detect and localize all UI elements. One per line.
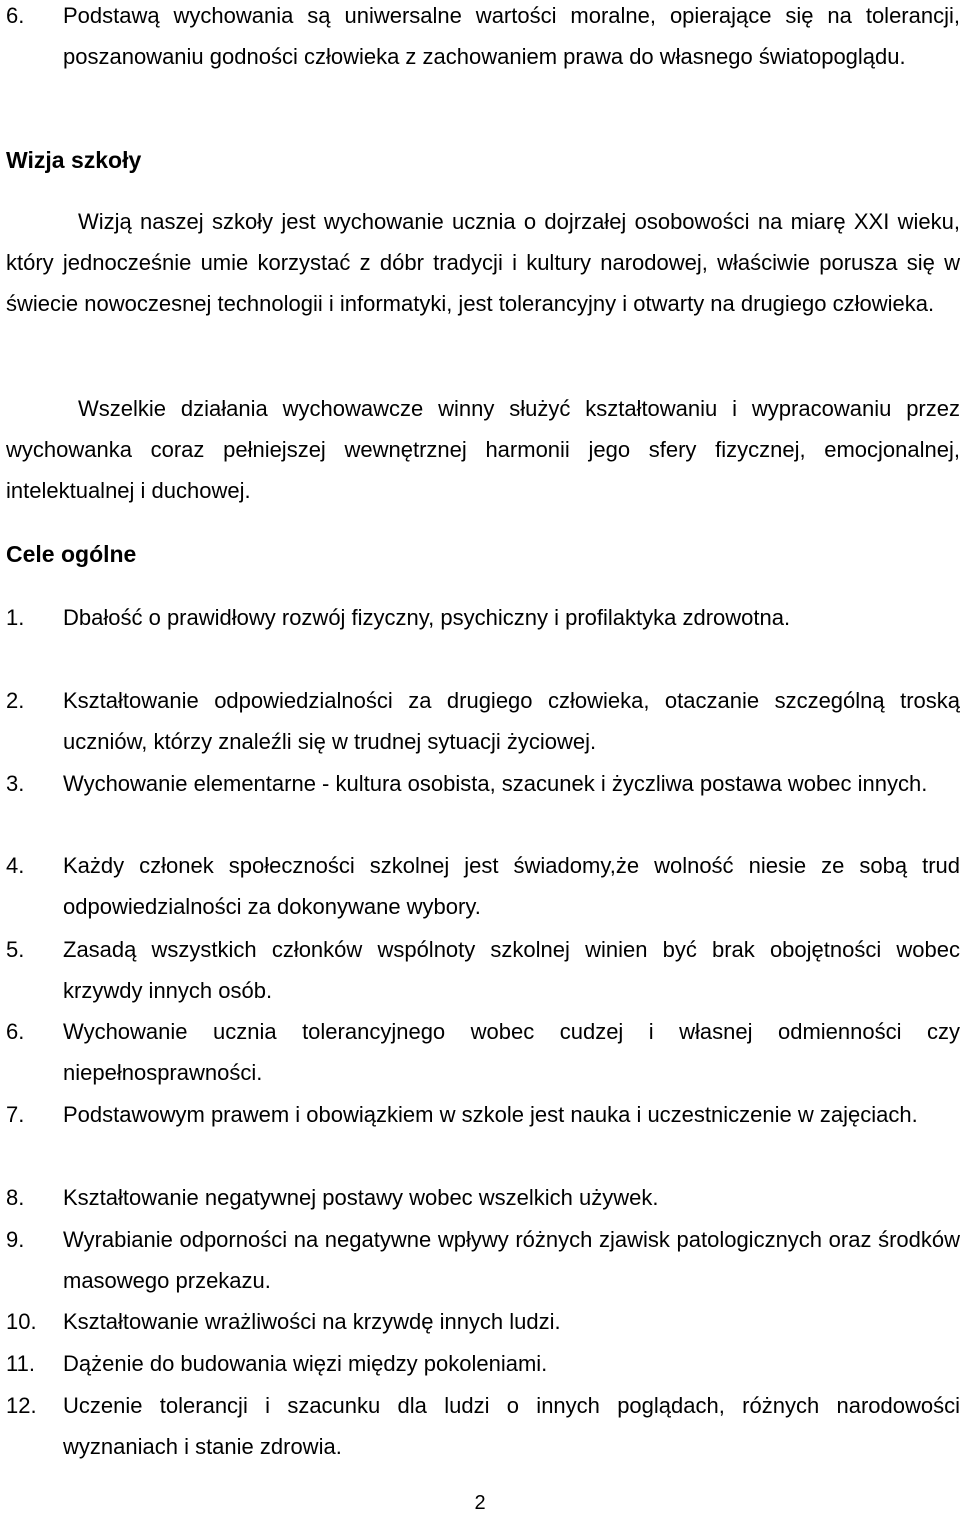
list-text: Wychowanie elementarne - kultura osobista, szacunek i życzliwa postawa wobec innych.	[63, 771, 928, 796]
section-heading-vision: Wizja szkoły	[6, 147, 142, 173]
list-number: 3.	[6, 771, 25, 796]
list-text: Kształtowanie odpowiedzialności za drugiego człowieka, otaczanie szczególną troską uczniów, którzy znaleźli się w trudnej sytuacji życiowej.	[63, 688, 960, 754]
list-text: Wychowanie ucznia tolerancyjnego wobec cudzej i własnej odmienności czy niepełnosprawności.	[63, 1019, 960, 1085]
list-text: Podstawowym prawem i obowiązkiem w szkole jest nauka i uczestniczenie w zajęciach.	[63, 1102, 918, 1127]
vision-paragraph-1: Wizją naszej szkoły jest wychowanie ucznia o dojrzałej osobowości na miarę XXI wieku, który jednocześnie umie korzystać z dóbr tradycji i kultury narodowej, właściwie porusza się w świecie nowoczesnej technologii i informatyki, jest tolerancyjny i otwarty na drugiego człowieka.	[6, 209, 960, 316]
list-item	[6, 680, 960, 762]
list-item	[6, 597, 960, 638]
list-number: 7.	[6, 1102, 25, 1127]
list-item	[6, 1301, 960, 1342]
list-number: 5.	[6, 937, 25, 962]
page-number: 2	[474, 1492, 486, 1514]
list-text: Uczenie tolerancji i szacunku dla ludzi o innych poglądach, różnych narodowości wyznaniach i stanie zdrowia.	[63, 1393, 960, 1459]
list-number: 2.	[6, 688, 25, 713]
list-number: 6.	[6, 1019, 25, 1044]
list-number: 9.	[6, 1227, 25, 1252]
vision-paragraph-2: Wszelkie działania wychowawcze winny służyć kształtowaniu i wypracowaniu przez wychowanka coraz pełniejszej wewnętrznej harmonii jego sfery fizycznej, emocjonalnej, intelektualnej i duchowej.	[6, 396, 960, 503]
list-text: Kształtowanie negatywnej postawy wobec wszelkich używek.	[63, 1185, 659, 1210]
list-item	[6, 1177, 960, 1218]
list-number: 4.	[6, 853, 25, 878]
list-item	[6, 1094, 960, 1135]
list-item	[6, 845, 960, 927]
list-item	[6, 1219, 960, 1301]
list-item	[6, 1011, 960, 1093]
list-text: Dążenie do budowania więzi między pokoleniami.	[63, 1351, 548, 1376]
list-text: Kształtowanie wrażliwości na krzywdę innych ludzi.	[63, 1309, 561, 1334]
list-text: Dbałość o prawidłowy rozwój fizyczny, psychiczny i profilaktyka zdrowotna.	[63, 605, 791, 630]
list-text: Podstawą wychowania są uniwersalne wartości moralne, opierające się na tolerancji, poszanowaniu godności człowieka z zachowaniem prawa do własnego światopoglądu.	[63, 3, 960, 69]
list-item	[6, 1343, 960, 1384]
list-number: 1.	[6, 605, 25, 630]
list-number: 8.	[6, 1185, 25, 1210]
list-number: 10.	[6, 1309, 37, 1334]
list-text: Zasadą wszystkich członków wspólnoty szkolnej winien być brak obojętności wobec krzywdy innych osób.	[63, 937, 960, 1003]
list-text: Każdy członek społeczności szkolnej jest świadomy,że wolność niesie ze sobą trud odpowiedzialności za dokonywane wybory.	[63, 853, 960, 919]
list-number: 11.	[6, 1351, 35, 1376]
section-heading-goals: Cele ogólne	[6, 541, 137, 567]
list-item-top-6	[6, 0, 960, 77]
list-item	[6, 763, 960, 804]
list-text: Wyrabianie odporności na negatywne wpływy różnych zjawisk patologicznych oraz środków masowego przekazu.	[63, 1227, 960, 1293]
list-item	[6, 929, 960, 1011]
list-item	[6, 1385, 960, 1467]
list-number: 6.	[6, 3, 25, 28]
list-number: 12.	[6, 1393, 37, 1418]
